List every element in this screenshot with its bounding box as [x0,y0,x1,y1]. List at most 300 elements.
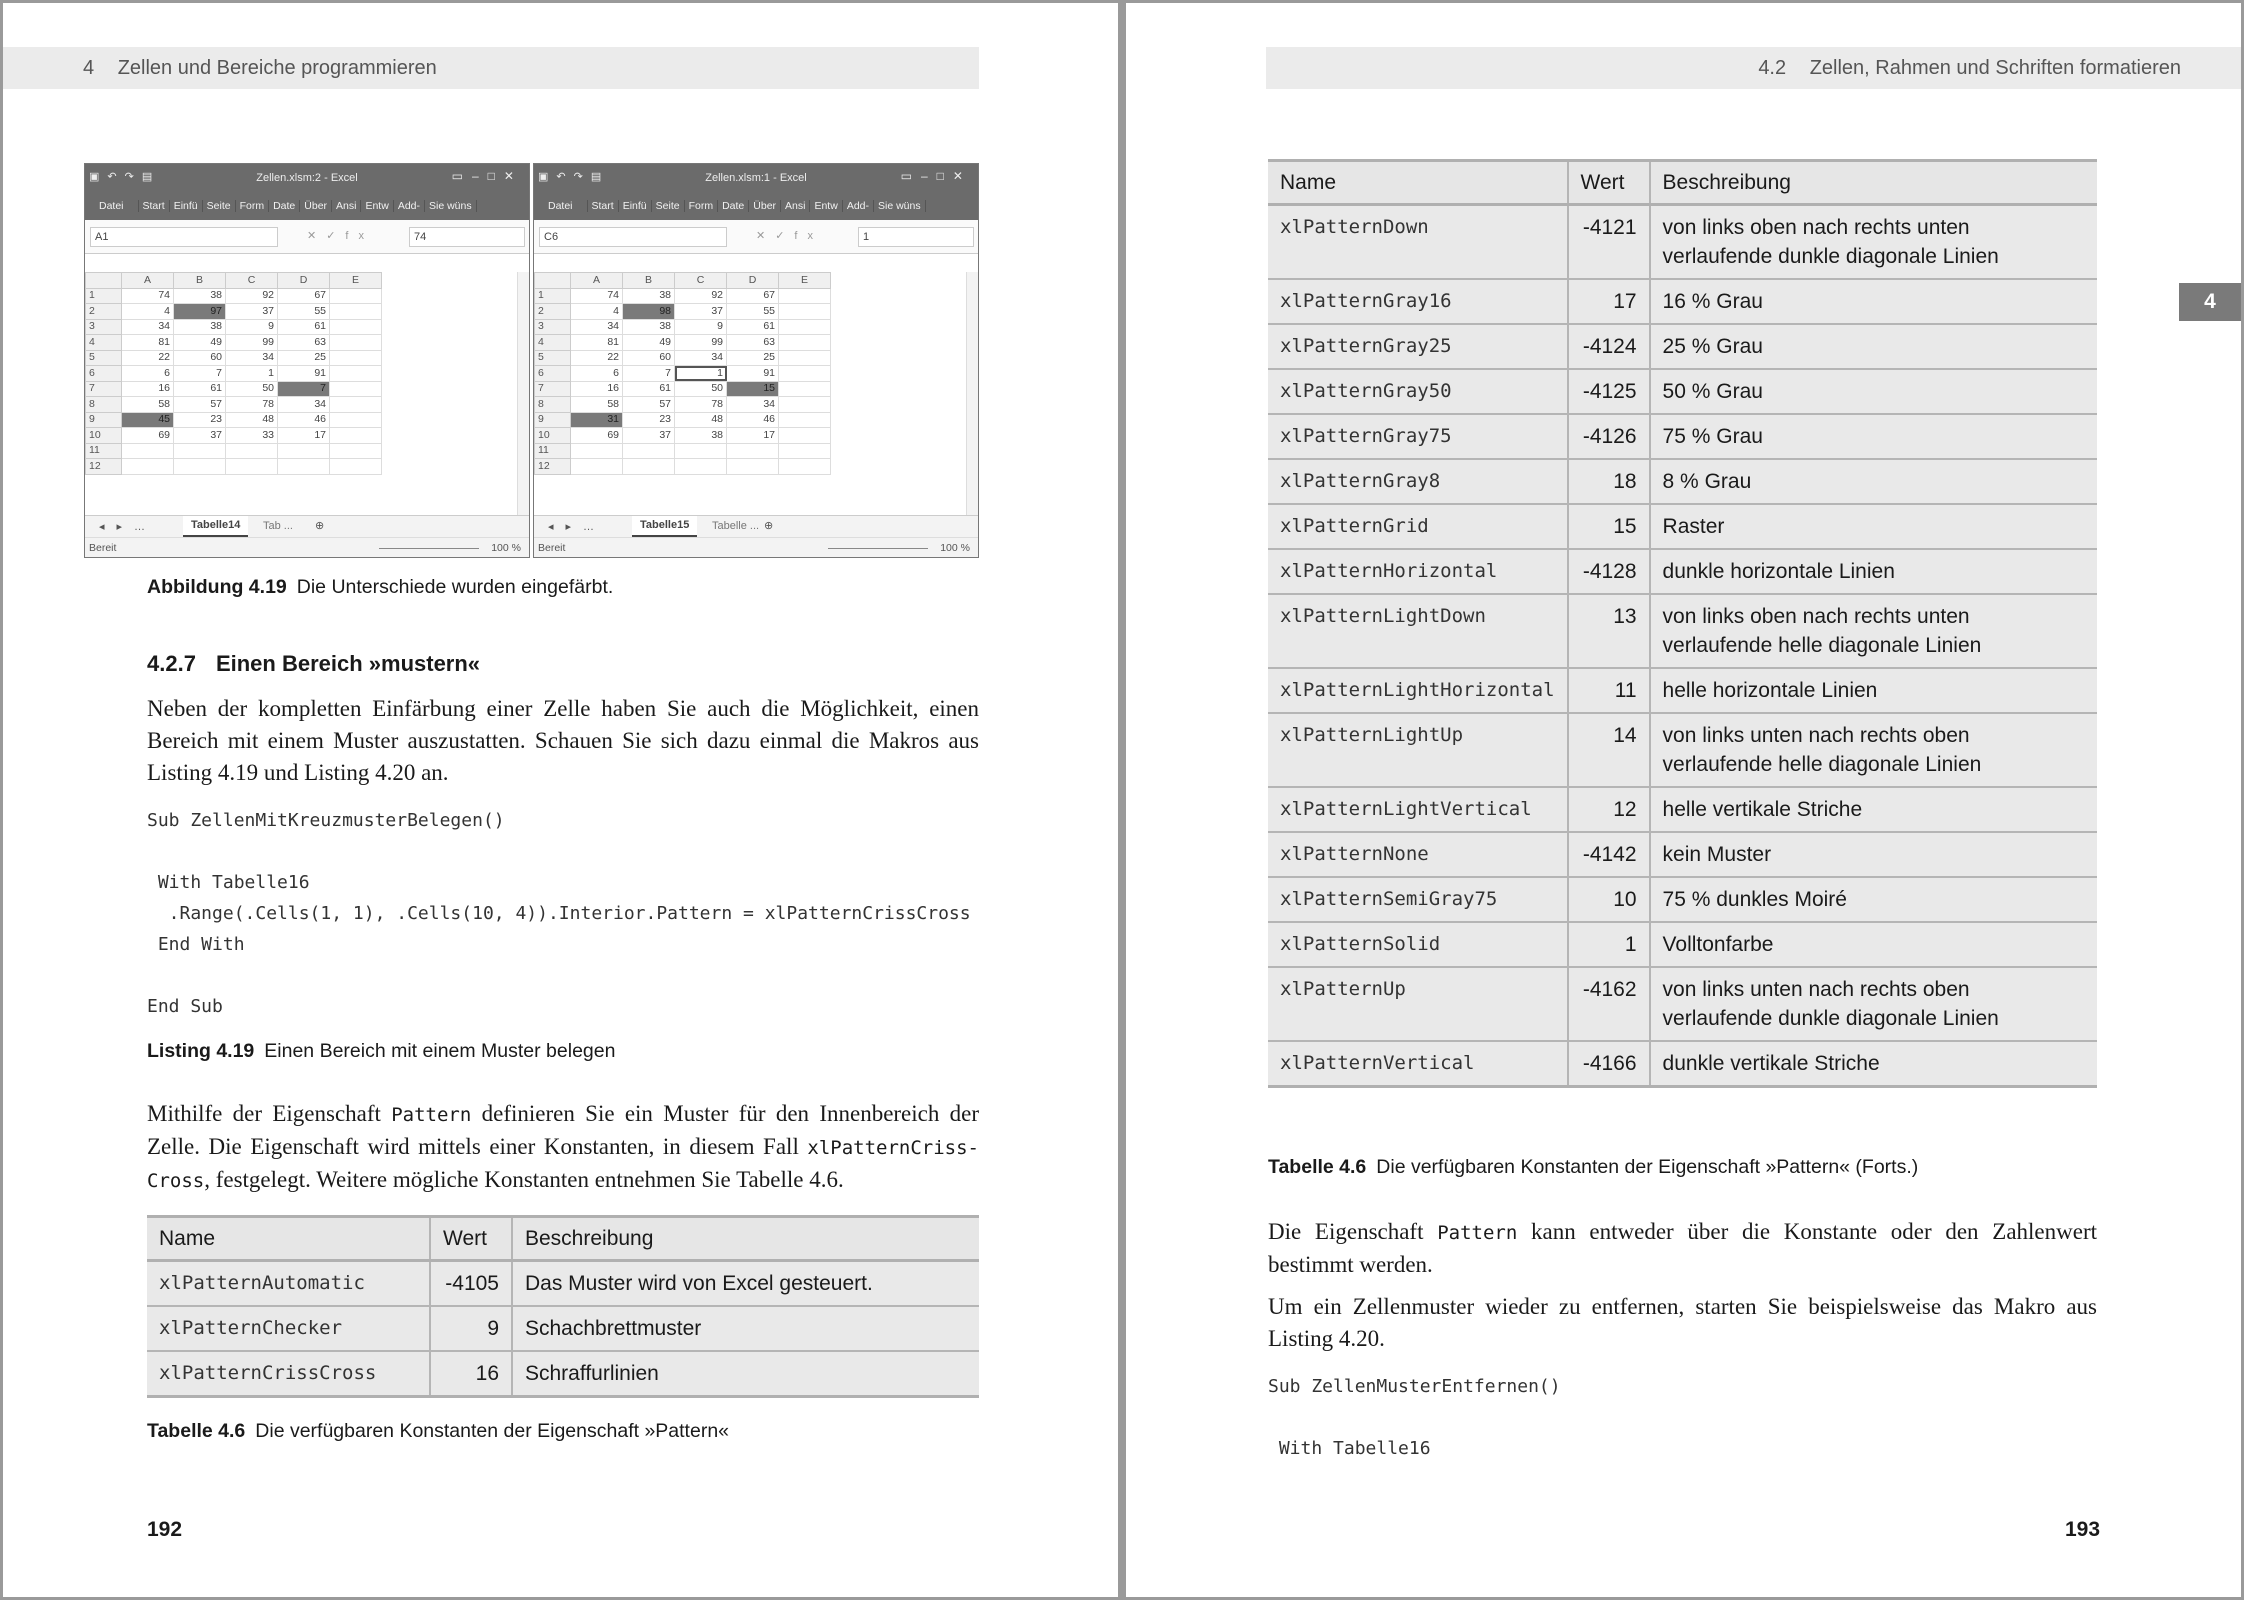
ribbon-tab[interactable]: Entw [810,200,842,212]
cell[interactable]: 98 [623,304,675,320]
column-header[interactable]: C [226,273,278,289]
cell[interactable]: 37 [623,428,675,444]
constant-description: von links oben nach rechts unten verlaufende dunkle diagonale Linien [1650,205,2097,280]
inline-code: Pattern [1437,1222,1518,1244]
constant-name: xlPatternUp [1268,967,1568,1041]
cell[interactable] [779,428,831,444]
row-header[interactable]: 7 [535,381,571,397]
table-label: Tabelle 4.6 [147,1420,246,1442]
cell[interactable] [779,366,831,382]
table-row [1268,279,2097,324]
cell[interactable]: 4 [122,304,174,320]
cell[interactable]: 57 [623,397,675,413]
ribbon-tab[interactable]: Entw [361,200,393,212]
zoom-level: 100 % [940,542,970,554]
code-listing: Sub ZellenMitKreuzmusterBelegen() With Tabelle16 .Range(.Cells(1, 1), .Cells(10, 4)).Interior.Pattern = xlPatternCrissCross End With End Sub [147,810,971,1017]
cell[interactable] [330,397,382,413]
cell[interactable]: 99 [675,335,727,351]
text-run: Mithilfe der Eigenschaft [147,1101,381,1126]
excel-window-title: Zellen.xlsm:2 - Excel [256,172,358,184]
vertical-scrollbar[interactable] [966,272,978,515]
chapter-thumb-tab: 4 [2179,283,2241,321]
cell[interactable]: 38 [623,288,675,304]
constant-value: -4124 [1568,324,1650,369]
cell[interactable]: 34 [571,319,623,335]
page-number: 192 [147,1518,183,1541]
cell[interactable] [330,381,382,397]
ribbon-tab[interactable]: Add- [843,200,874,212]
ribbon-tab[interactable]: Über [749,200,781,212]
ribbon-tab[interactable]: Ansi [781,200,810,212]
cell[interactable]: 81 [571,335,623,351]
row-header[interactable]: 4 [86,335,122,351]
row-header[interactable]: 11 [86,443,122,459]
cell[interactable]: 37 [174,428,226,444]
cell[interactable]: 34 [675,350,727,366]
window-controls-icon[interactable]: ▭–□✕ [451,169,523,183]
table-row [1268,414,2097,459]
cell[interactable]: 61 [623,381,675,397]
cell[interactable] [330,304,382,320]
ribbon-tab[interactable]: Datei [85,200,139,212]
table-row [1268,668,2097,713]
constant-value: -4105 [430,1261,512,1307]
paragraph [1268,1216,2097,1281]
constant-description: dunkle horizontale Linien [1650,549,2097,594]
cell[interactable]: 1 [675,366,727,382]
cell[interactable]: 69 [571,428,623,444]
cell[interactable]: 31 [571,412,623,428]
constant-description: 16 % Grau [1650,279,2097,324]
row-header[interactable]: 7 [86,381,122,397]
cell[interactable]: 58 [571,397,623,413]
column-header[interactable]: D [727,273,779,289]
row-header[interactable]: 3 [86,319,122,335]
constant-description: 75 % dunkles Moiré [1650,877,2097,922]
row-header[interactable]: 10 [535,428,571,444]
name-box[interactable]: C6 [539,227,727,247]
formula-bar [85,220,529,254]
constant-value: -4125 [1568,369,1650,414]
ribbon-tab[interactable]: Ansi [332,200,361,212]
cell[interactable] [779,335,831,351]
code-listing: Sub ZellenMusterEntfernen() With Tabelle16 [1268,1376,1561,1459]
cell[interactable] [779,397,831,413]
ribbon-tab[interactable]: Einfü [619,200,652,212]
cell[interactable]: 58 [122,397,174,413]
cell[interactable] [174,443,226,459]
cell[interactable]: 17 [727,428,779,444]
row-header[interactable]: 1 [86,288,122,304]
cell[interactable]: 60 [623,350,675,366]
running-header [1266,47,2241,89]
cell[interactable]: 78 [226,397,278,413]
cell[interactable]: 48 [675,412,727,428]
cell[interactable]: 55 [278,304,330,320]
grid-corner[interactable] [535,273,571,289]
constant-name: xlPatternHorizontal [1268,549,1568,594]
cell[interactable]: 67 [278,288,330,304]
cell[interactable] [623,459,675,475]
excel-window-2 [533,163,979,558]
row-header[interactable]: 8 [86,397,122,413]
ribbon-tab[interactable]: Seite [203,200,236,212]
cell[interactable]: 23 [623,412,675,428]
cell[interactable]: 34 [122,319,174,335]
ribbon-tab[interactable]: Date [269,200,300,212]
constant-name: xlPatternCrissCross [147,1351,430,1397]
cell[interactable]: 60 [174,350,226,366]
table-caption [147,1417,729,1445]
cell[interactable]: 16 [122,381,174,397]
ribbon-tab[interactable]: Start [139,200,170,212]
constant-description: helle horizontale Linien [1650,668,2097,713]
chapter-title: Zellen und Bereiche programmieren [117,57,437,79]
constant-description: Schachbrettmuster [512,1306,979,1351]
section-heading [147,651,480,677]
constant-value: 14 [1568,713,1650,787]
row-header[interactable]: 11 [535,443,571,459]
sheet-tab-active[interactable]: Tabelle14 [183,516,248,537]
cell[interactable] [727,459,779,475]
cell[interactable]: 50 [675,381,727,397]
formula-bar [534,220,978,254]
row-header[interactable]: 9 [86,412,122,428]
constant-name: xlPatternLightHorizontal [1268,668,1568,713]
table-row [1268,324,2097,369]
ribbon-tab[interactable]: Sie wüns [425,200,477,212]
cell[interactable] [330,443,382,459]
row-header[interactable]: 8 [535,397,571,413]
sheet-grid[interactable] [534,272,831,475]
row-header[interactable]: 4 [535,335,571,351]
excel-ribbon[interactable] [85,192,529,220]
header-wert: Wert [430,1217,512,1261]
cell[interactable]: 78 [675,397,727,413]
constant-description: von links unten nach rechts oben verlaufende helle diagonale Linien [1650,713,2097,787]
constant-description: von links oben nach rechts unten verlaufende helle diagonale Linien [1650,594,2097,668]
cell[interactable] [122,459,174,475]
cell[interactable] [779,288,831,304]
row-header[interactable]: 2 [86,304,122,320]
table-row [1268,369,2097,414]
cell[interactable] [779,381,831,397]
cell[interactable]: 38 [174,319,226,335]
cell[interactable]: 46 [727,412,779,428]
formula-input[interactable]: 74 [409,227,525,247]
cell[interactable]: 34 [226,350,278,366]
cell[interactable] [330,412,382,428]
cell[interactable]: 61 [174,381,226,397]
sheet-tab-active[interactable]: Tabelle15 [632,516,697,537]
row-header[interactable]: 2 [535,304,571,320]
cell[interactable] [226,459,278,475]
constant-name: xlPatternGray25 [1268,324,1568,369]
status-bar [534,537,978,558]
constant-name: xlPatternGray75 [1268,414,1568,459]
cell[interactable] [330,459,382,475]
cell[interactable]: 91 [278,366,330,382]
ribbon-tab[interactable]: Form [236,200,270,212]
column-header[interactable]: E [330,273,382,289]
cell[interactable]: 38 [174,288,226,304]
excel-window-title: Zellen.xlsm:1 - Excel [705,172,807,184]
ribbon-tab[interactable]: Einfü [170,200,203,212]
ribbon-tab[interactable]: Über [300,200,332,212]
cell[interactable] [779,319,831,335]
row-header[interactable]: 1 [535,288,571,304]
cell[interactable]: 34 [278,397,330,413]
figure-caption-text: Die Unterschiede wurden eingefärbt. [296,576,614,598]
cell[interactable]: 61 [278,319,330,335]
constant-value: 10 [1568,877,1650,922]
cell[interactable]: 37 [226,304,278,320]
cell[interactable] [779,443,831,459]
constant-name: xlPatternDown [1268,205,1568,280]
cell[interactable]: 38 [623,319,675,335]
cell[interactable]: 38 [675,428,727,444]
sheet-tab-other[interactable]: Tabelle ... [712,520,760,532]
add-sheet-icon[interactable]: ⊕ [315,520,325,532]
row-header[interactable]: 10 [86,428,122,444]
page-number: 193 [2065,1518,2101,1541]
sheet-grid[interactable] [85,272,382,475]
constant-description: Schraffurlinien [512,1351,979,1397]
window-controls-icon[interactable]: ▭–□✕ [900,169,972,183]
cell[interactable]: 6 [122,366,174,382]
text-run: definieren Sie ein Muster für den Innenbereich der Zelle. Die Eigenschaft wird mittels einer Konstanten, in diesem Fall [147,1101,980,1159]
ribbon-tab[interactable]: Datei [534,200,588,212]
cell[interactable]: 97 [174,304,226,320]
cell[interactable]: 49 [623,335,675,351]
cell[interactable]: 46 [278,412,330,428]
cell[interactable]: 92 [675,288,727,304]
cell[interactable] [330,350,382,366]
cell[interactable]: 7 [623,366,675,382]
table-row [1268,594,2097,668]
row-header[interactable]: 6 [535,366,571,382]
cell[interactable]: 67 [727,288,779,304]
cell[interactable] [727,443,779,459]
row-header[interactable]: 5 [535,350,571,366]
constants-table-continued [1268,159,2097,1088]
constant-value: 9 [430,1306,512,1351]
table-row [1268,967,2097,1041]
ribbon-tab[interactable]: Form [685,200,719,212]
cell[interactable] [330,335,382,351]
cell[interactable] [571,443,623,459]
ribbon-tab[interactable]: Date [718,200,749,212]
quick-access-icons[interactable]: ▣↶↷▤ [538,171,610,183]
figure-caption [147,573,613,601]
column-header[interactable]: C [675,273,727,289]
cell[interactable]: 37 [675,304,727,320]
cell[interactable]: 23 [174,412,226,428]
constant-description: kein Muster [1650,832,2097,877]
cell[interactable] [226,443,278,459]
cell[interactable]: 25 [727,350,779,366]
cell[interactable]: 17 [278,428,330,444]
table-row [1268,877,2097,922]
status-text: Bereit [538,542,566,554]
constant-description: Das Muster wird von Excel gesteuert. [512,1261,979,1307]
table-row [1268,922,2097,967]
cell[interactable] [571,459,623,475]
cell[interactable]: 55 [727,304,779,320]
cell[interactable]: 16 [571,381,623,397]
table-label: Tabelle 4.6 [1268,1156,1367,1178]
table-row [1268,787,2097,832]
cell[interactable]: 50 [226,381,278,397]
constant-description: 25 % Grau [1650,324,2097,369]
cell[interactable]: 22 [571,350,623,366]
table-row [1268,713,2097,787]
excel-ribbon[interactable] [534,192,978,220]
table-row [147,1261,979,1307]
name-box[interactable]: A1 [90,227,278,247]
row-header[interactable]: 5 [86,350,122,366]
header-beschreibung: Beschreibung [512,1217,979,1261]
cell[interactable]: 1 [226,366,278,382]
vertical-scrollbar[interactable] [517,272,529,515]
text-run: , festgelegt. Weitere mögliche Konstanten entnehmen Sie Tabelle 4.6. [204,1167,844,1192]
column-header[interactable]: D [278,273,330,289]
formula-input[interactable]: 1 [858,227,974,247]
cell[interactable] [675,459,727,475]
header-wert: Wert [1568,161,1650,205]
column-header[interactable]: B [623,273,675,289]
fx-icon: ✕✓fx [307,230,374,242]
ribbon-tab[interactable]: Seite [652,200,685,212]
text-run: kann entweder über die Konstante oder den Zahlenwert bestimmt werden. [1268,1219,2097,1277]
row-header[interactable]: 12 [535,459,571,475]
column-header[interactable]: E [779,273,831,289]
constant-value: 13 [1568,594,1650,668]
cell[interactable]: 15 [727,381,779,397]
column-header[interactable]: B [174,273,226,289]
cell[interactable] [278,459,330,475]
quick-access-icons[interactable]: ▣↶↷▤ [89,171,161,183]
cell[interactable] [174,459,226,475]
cell[interactable]: 74 [122,288,174,304]
cell[interactable] [330,319,382,335]
constant-name: xlPatternNone [1268,832,1568,877]
cell[interactable] [330,366,382,382]
constant-description: von links unten nach rechts oben verlaufende dunkle diagonale Linien [1650,967,2097,1041]
constant-name: xlPatternGray16 [1268,279,1568,324]
table-row [1268,549,2097,594]
paragraph: Um ein Zellenmuster wieder zu entfernen, starten Sie beispielsweise das Makro aus Listing 4.20. [1268,1294,2097,1351]
constant-name: xlPatternLightDown [1268,594,1568,668]
cell[interactable]: 92 [226,288,278,304]
cell[interactable]: 25 [278,350,330,366]
sheet-nav-icon[interactable]: ◂▸… [548,521,607,533]
cell[interactable] [330,288,382,304]
constant-name: xlPatternGrid [1268,504,1568,549]
cell[interactable]: 81 [122,335,174,351]
cell[interactable] [278,443,330,459]
cell[interactable] [675,443,727,459]
add-sheet-icon[interactable]: ⊕ [764,520,774,532]
ribbon-tab[interactable]: Add- [394,200,425,212]
cell[interactable]: 49 [174,335,226,351]
section-title: Zellen, Rahmen und Schriften formatieren [1809,57,2181,79]
cell[interactable]: 22 [122,350,174,366]
ribbon-tab[interactable]: Sie wüns [874,200,926,212]
cell[interactable]: 6 [571,366,623,382]
table-row [1268,504,2097,549]
cell[interactable]: 57 [174,397,226,413]
status-text: Bereit [89,542,117,554]
ribbon-tab[interactable]: Start [588,200,619,212]
sheet-tab-other[interactable]: Tab ... [263,520,293,532]
constant-name: xlPatternAutomatic [147,1261,430,1307]
figure-label: Abbildung 4.19 [147,576,287,598]
zoom-slider[interactable] [379,548,479,549]
cell[interactable] [779,304,831,320]
sheet-nav-icon[interactable]: ◂▸… [99,521,158,533]
cell[interactable]: 48 [226,412,278,428]
cell[interactable]: 63 [278,335,330,351]
cell[interactable]: 7 [278,381,330,397]
row-header[interactable]: 6 [86,366,122,382]
cell[interactable]: 34 [727,397,779,413]
fx-icon: ✕✓fx [756,230,823,242]
sheet-tabs [534,515,978,537]
cell[interactable]: 74 [571,288,623,304]
cell[interactable]: 69 [122,428,174,444]
column-header[interactable]: A [571,273,623,289]
chapter-number: 4 [83,57,95,79]
inline-code: xlPatternCriss-Cross [147,1137,979,1192]
row-header[interactable]: 9 [535,412,571,428]
header-name: Name [147,1217,430,1261]
cell[interactable]: 9 [226,319,278,335]
section-title: Einen Bereich »mustern« [215,651,481,676]
cell[interactable] [779,350,831,366]
cell[interactable]: 9 [675,319,727,335]
excel-titlebar [85,164,529,192]
column-header[interactable]: A [122,273,174,289]
constant-value: -4162 [1568,967,1650,1041]
header-name: Name [1268,161,1568,205]
cell[interactable] [779,459,831,475]
cell[interactable]: 45 [122,412,174,428]
cell[interactable]: 63 [727,335,779,351]
constant-description: helle vertikale Striche [1650,787,2097,832]
constant-value: -4166 [1568,1041,1650,1087]
table-row [1268,459,2097,504]
cell[interactable]: 99 [226,335,278,351]
paragraph [147,1098,979,1197]
cell[interactable]: 7 [174,366,226,382]
zoom-slider[interactable] [828,548,928,549]
cell[interactable]: 4 [571,304,623,320]
cell[interactable]: 91 [727,366,779,382]
cell[interactable]: 61 [727,319,779,335]
constant-description: 50 % Grau [1650,369,2097,414]
constant-name: xlPatternLightUp [1268,713,1568,787]
cell[interactable]: 33 [226,428,278,444]
cell[interactable] [330,428,382,444]
cell[interactable] [623,443,675,459]
constant-value: -4121 [1568,205,1650,280]
row-header[interactable]: 3 [535,319,571,335]
cell[interactable] [122,443,174,459]
cell[interactable] [779,412,831,428]
grid-corner[interactable] [86,273,122,289]
row-header[interactable]: 12 [86,459,122,475]
